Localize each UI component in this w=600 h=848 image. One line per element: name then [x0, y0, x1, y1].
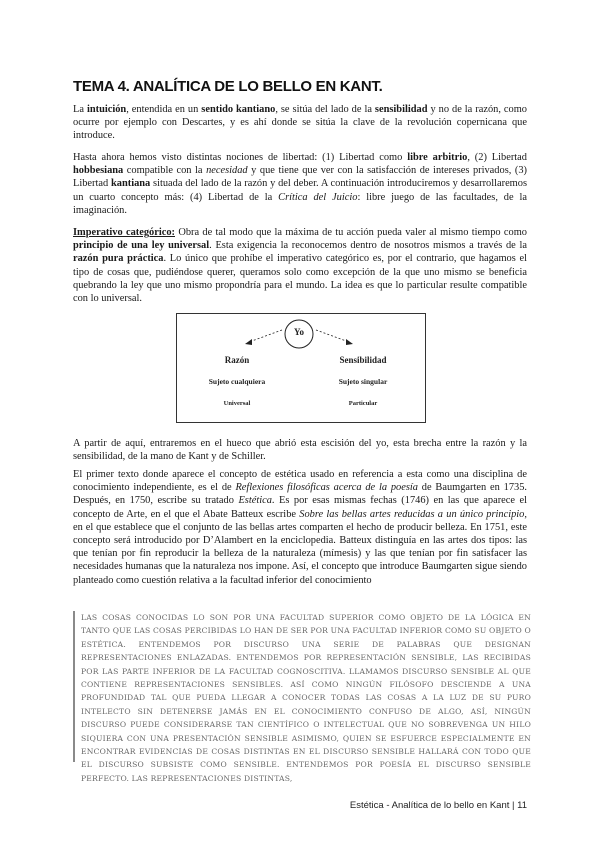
bold-term: hobbesiana — [73, 165, 124, 177]
text-run: de Baumgarten en 1735. Después, en 1750, escribe su tratado — [73, 482, 528, 507]
bold-term: principio de una ley universal — [73, 240, 210, 252]
bold-term: kantiana — [110, 178, 151, 190]
bold-term: sensibilidad — [374, 104, 428, 115]
yo-diagram — [176, 313, 426, 423]
bold-term: intuición — [86, 104, 127, 115]
italic-term: necesidad — [206, 165, 248, 177]
text-run: Hasta ahora hemos visto distintas nociones de libertad: (1) Libertad como — [73, 152, 408, 163]
text-run: La — [73, 104, 87, 115]
text-run: y que tiene que ver con la satisfacción de intereses privados, (3) Libertad — [73, 165, 527, 190]
italic-term: Reflexiones filosóficas acerca de la poesía — [235, 482, 418, 494]
text-run: , (2) Libertad — [467, 152, 527, 163]
universal-label: Universal — [223, 400, 251, 407]
paragraph-intuicion — [73, 103, 527, 143]
particular-label: Particular — [348, 400, 378, 407]
text-run: , se sitúa del lado de la — [275, 104, 375, 115]
text-run: Obra de tal modo que la máxima de tu acción pueda valer al mismo tiempo como — [175, 227, 527, 238]
bold-term: libre arbitrio — [407, 152, 468, 163]
text-run: situada del lado de la razón y del deber. A continuación introduciremos y desarrollaremos un cuarto concepto más: (4) Libertad de la — [73, 178, 528, 203]
arrow-right-line — [316, 330, 349, 342]
quote-text: LAS COSAS CONOCIDAS LO SON POR UNA FACULTAD SUPERIOR COMO OBJETO DE LA LÓGICA EN TANTO QUE LAS COSAS PERCIBIDAS LO HAN DE SER POR UNA FACULTAD INFERIOR COMO SU OBJETO O ESTÉTICA. ENTENDEMOS POR DISCURSO UNA SERIE DE PALABRAS QUE DESIGNAN REPRESENTACIONES ENLAZADAS. ENTENDEMOS POR REPRESENTACIÓN SENSIBLE, LAS RECIBIDAS POR LAS PARTE INFERIOR DE LA FACULTAD COGNOSCITIVA. LLAMAMOS DISCURSO SENSIBLE AL QUE CONTIENE REPRESENTACIONES SENSIBLES. ASÍ COMO NINGÚN FILÓSOFO DESCIENDE A UNA PROFUNDIDAD TAL QUE PUEDA LLEGAR A CONOCER TODAS LAS COSAS A LA LUZ DE SU PURO INTELECTO SIN DETENERSE JAMÁS EN EL CONOCIMIENTO CONFUSO DE ALGO, ASÍ, NINGÚN DISCURSO PUEDE CONSIDERARSE TAN CIENTÍFICO O INTELECTUAL QUE NO SOBREVENGA UN HILO SIQUIERA CON UNA PRESENTACIÓN SENSIBLE ASIMISMO, QUIEN SE ESFUERCE ESPECIALMENTE EN ENCONTRAR EVIDENCIAS DE COSAS DISTINTAS EN EL DISCURSO SENSIBLE HALLARÁ CON TODO QUE EL DISCURSO SUBSISTE COMO SENSIBLE. ENTENDEMOS POR POESÍA EL DISCURSO SENSIBLE PERFECTO. LAS REPRESENTACIONES DISTINTAS, — [81, 613, 531, 783]
paragraph-imperativo — [73, 226, 527, 305]
text-run: : libre juego de las facultades, de la imaginación. — [73, 191, 527, 216]
italic-term: Estética — [238, 495, 272, 507]
sujeto-singular-label: Sujeto singular — [338, 377, 388, 386]
arrow-left-line — [249, 330, 282, 342]
paragraph-hueco: A partir de aquí, entraremos en el hueco que abrió esta escisión del yo, esta brecha entre la razón y la sensibilidad, de la mano de Kant y de Schiller. — [73, 438, 527, 463]
sujeto-cualquiera-label: Sujeto cualquiera — [208, 377, 266, 386]
underlined-term: Imperativo categórico: — [73, 227, 175, 238]
arrow-left-head — [245, 339, 252, 345]
page-footer: Estética - Analítica de lo bello en Kant | 11 — [349, 800, 527, 811]
paragraph-estetica — [73, 468, 527, 587]
paragraph-libertad — [73, 151, 527, 217]
razon-label: Razón — [224, 355, 250, 365]
bold-term: sentido kantiano — [201, 104, 276, 115]
yo-label: Yo — [293, 327, 304, 337]
arrow-right-head — [346, 339, 353, 345]
bold-term: razón pura práctica — [73, 253, 164, 265]
text-run: . Es por esas mismas fechas (1746) en las que aparece el concepto de Arte, en el que el Abate Batteux escribe — [73, 495, 527, 520]
text-run: compatible con la — [123, 165, 207, 177]
page-title: TEMA 4. ANALÍTICA DE LO BELLO EN KANT. — [73, 78, 383, 95]
text-run: , entendida en un — [126, 104, 202, 115]
sensibilidad-label: Sensibilidad — [339, 355, 387, 365]
text-run: , en el que establece que el conjunto de las bellas artes comparten el hecho de producir belleza. En 1751, este concepto será introducido por D’Alambert en la enciclopedia. Batteux distinguía en las artes dos tipos: las que tenían por fin reproducir la belleza de la naturaleza (mímesis) y las que tenían por fin satisfacer las necesidades humanas que la naturaleza nos impone. Así, el concepto que introduce Baumgarten sigue siendo planteado como cuestión relativa a la facultad inferior del conocimiento — [73, 508, 527, 586]
baumgarten-quote — [73, 611, 531, 783]
italic-term: Crítica del Juicio — [278, 191, 358, 203]
italic-term: Sobre las bellas artes reducidas a un único principio — [299, 508, 525, 520]
text-run: y no de la razón, como ocurre por ejemplo con Descartes, y es ahí donde se sitúa la clave de la revolución copernicana que introduce. — [73, 104, 527, 142]
text-run: El primer texto donde aparece el concepto de estética usado en referencia a esta como una disciplina de conocimiento independiente, es el de — [73, 469, 527, 494]
text-run: . Lo único que prohíbe el imperativo categórico es, por el contrario, que hagamos el tipo de cosas que, pudiéndose querer, queramos solo como excepción de la que uno mismo se beneficia quebrando la ley que uno mismo propondría para el mundo. La idea es que lo particular resulte compatible con lo universal. — [73, 253, 527, 305]
text-run: . Esta exigencia la reconocemos dentro de nosotros mismos a través de la — [209, 240, 527, 252]
